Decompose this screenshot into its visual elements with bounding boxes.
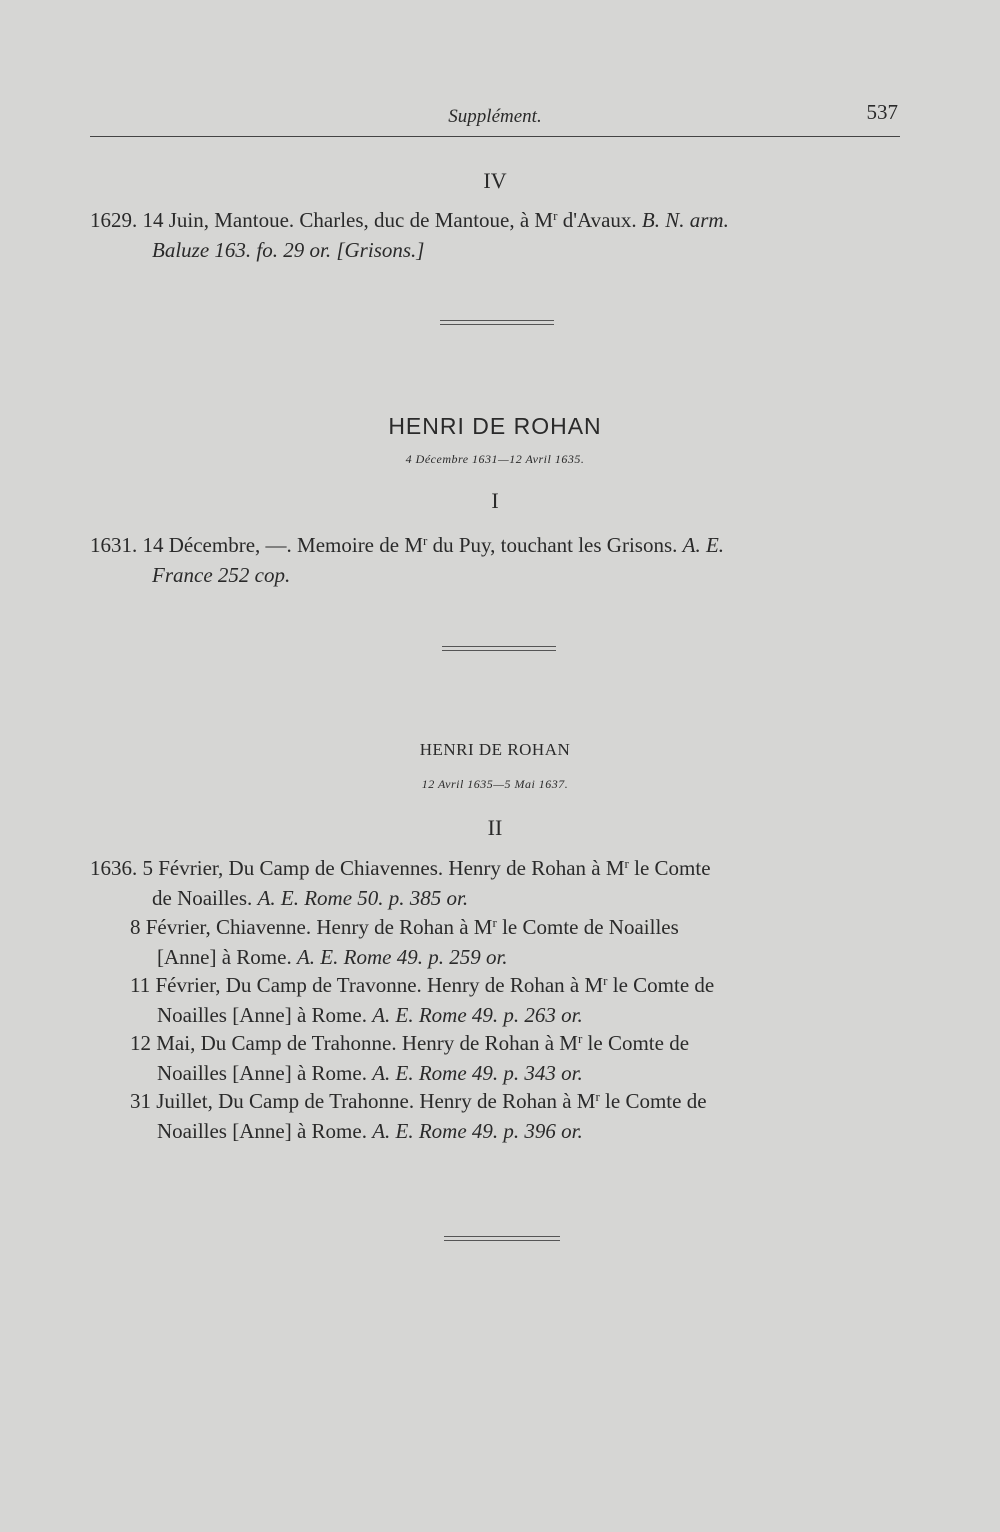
archive-reference: A. E. Rome 49. p. 396 or. bbox=[372, 1119, 583, 1143]
continuation-text: Noailles [Anne] à Rome. bbox=[157, 1119, 373, 1143]
archive-reference: B. N. arm. bbox=[641, 208, 729, 232]
entry-text: 1636. 5 Février, Du Camp de Chiavennes. Henry de Rohan à M bbox=[90, 856, 625, 880]
continuation-text: [Anne] à Rome. bbox=[157, 945, 297, 969]
section-divider bbox=[440, 320, 554, 325]
archive-reference: A. E. Rome 50. p. 385 or. bbox=[257, 886, 469, 910]
archive-reference: A. E. Rome 49. p. 259 or. bbox=[296, 945, 508, 969]
superscript: r bbox=[553, 208, 558, 223]
entry-text-after: le Comte de bbox=[607, 973, 715, 997]
entry-text: 8 Février, Chiavenne. Henry de Rohan à M bbox=[130, 915, 493, 939]
entry-continuation bbox=[90, 560, 910, 590]
date-range-rohan-1: 4 Décembre 1631—12 Avril 1635. bbox=[405, 452, 585, 466]
archive-reference: Baluze 163. fo. 29 or. bbox=[152, 238, 332, 262]
entry-text-after: d'Avaux. bbox=[557, 208, 637, 232]
entry-continuation bbox=[90, 235, 910, 265]
section-numeral-iv: IV bbox=[483, 168, 507, 193]
entry-text: 14 Décembre, —. Memoire de M bbox=[142, 533, 423, 557]
entry-1631 bbox=[90, 530, 910, 590]
entry-text-after: le Comte de bbox=[599, 1089, 707, 1113]
entry-1636-02-11 bbox=[130, 970, 910, 1030]
entry-continuation bbox=[130, 1000, 910, 1030]
page-number: 537 bbox=[866, 100, 898, 124]
entry-year: 1629. bbox=[90, 208, 138, 232]
section-numeral-ii: II bbox=[487, 815, 503, 840]
entry-text: 11 Février, Du Camp de Travonne. Henry de Rohan à M bbox=[130, 973, 604, 997]
superscript: r bbox=[577, 1031, 583, 1046]
entry-continuation bbox=[90, 883, 910, 913]
entry-1636-02-05 bbox=[90, 853, 910, 913]
entry-1636-07-31 bbox=[130, 1086, 910, 1146]
entry-continuation bbox=[130, 1116, 910, 1146]
entry-text-after: le Comte de Noailles bbox=[496, 915, 679, 939]
entry-1636-02-08 bbox=[130, 912, 910, 972]
superscript: r bbox=[603, 973, 608, 988]
running-title: Supplément. bbox=[448, 106, 542, 127]
section-divider bbox=[444, 1236, 560, 1241]
archive-reference: A. E. Rome 49. p. 263 or. bbox=[372, 1003, 583, 1027]
archive-reference: A. E. bbox=[682, 533, 725, 557]
section-title-rohan-2: HENRI DE ROHAN bbox=[419, 740, 571, 759]
entry-text: 14 Juin, Mantoue. Charles, duc de Mantoue, à M bbox=[142, 208, 554, 232]
entry-text: 12 Mai, Du Camp de Trahonne. Henry de Rohan à M bbox=[130, 1031, 578, 1055]
continuation-text: Noailles [Anne] à Rome. bbox=[157, 1061, 373, 1085]
entry-text-after: le Comte de bbox=[582, 1031, 690, 1055]
subject-bracket: [Grisons.] bbox=[336, 238, 425, 262]
superscript: r bbox=[595, 1089, 600, 1104]
section-title-rohan-1: HENRI DE ROHAN bbox=[388, 413, 602, 439]
section-numeral-i: I bbox=[491, 488, 499, 513]
date-range-rohan-2: 12 Avril 1635—5 Mai 1637. bbox=[421, 777, 569, 791]
entry-text: 31 Juillet, Du Camp de Trahonne. Henry de Rohan à M bbox=[130, 1089, 596, 1113]
entry-continuation bbox=[130, 942, 910, 972]
entry-text-after: le Comte bbox=[628, 856, 711, 880]
running-header bbox=[90, 100, 900, 137]
continuation-text: Noailles [Anne] à Rome. bbox=[157, 1003, 373, 1027]
superscript: r bbox=[492, 915, 497, 930]
entry-text-after: du Puy, touchant les Grisons. bbox=[427, 533, 678, 557]
continuation-text: de Noailles. bbox=[152, 886, 258, 910]
superscript: r bbox=[624, 856, 629, 871]
entry-1636-05-12 bbox=[130, 1028, 910, 1088]
entry-year: 1631. bbox=[90, 533, 138, 557]
entry-continuation bbox=[130, 1058, 910, 1088]
superscript: r bbox=[423, 533, 428, 548]
entry-1629 bbox=[90, 205, 910, 265]
section-divider bbox=[442, 646, 556, 651]
archive-reference: France 252 cop. bbox=[152, 563, 291, 587]
archive-reference: A. E. Rome 49. p. 343 or. bbox=[372, 1061, 583, 1085]
